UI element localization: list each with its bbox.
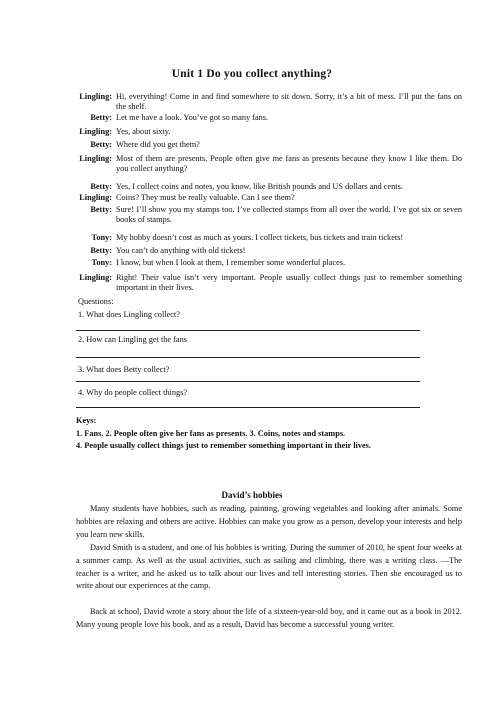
speaker-name: Betty: <box>90 246 112 255</box>
dialogue-line <box>70 193 462 203</box>
dialogue-text: Most of them are presents. People often give me fans as presents because they know I like them. Do you collect anything? <box>116 154 462 173</box>
dialogue-line <box>70 246 462 256</box>
answer-line <box>76 330 420 331</box>
keys-label: Keys: <box>76 416 97 425</box>
speaker-name: Lingling: <box>79 193 112 202</box>
dialogue-text: Yes, I collect coins and notes, you know, like British pounds and US dollars and cents. <box>116 182 403 191</box>
passage-paragraph: Back at school, David wrote a story about the life of a sixteen-year-old boy, and it came out as a book in 2012. Many young people love his book, and as a result, David has become a successful young writer. <box>76 607 462 629</box>
speaker-name: Betty: <box>90 205 112 214</box>
questions-label: Questions: <box>78 297 114 306</box>
speaker-name: Lingling: <box>79 273 112 282</box>
dialogue-line <box>70 182 462 192</box>
dialogue-text: Let me have a look. You’ve got so many fans. <box>116 113 269 122</box>
dialogue-line <box>70 113 462 123</box>
answer-line <box>76 381 420 382</box>
question-item: 2. How can Lingling get the fans <box>78 335 187 344</box>
keys-line-1: 1. Fans. 2. People often give her fans as presents. 3. Coins, notes and stamps. <box>76 429 346 438</box>
dialogue-text: My hobby doesn’t cost as much as yours. I collect tickets, bus tickets and train tickets! <box>116 233 404 242</box>
speaker-name: Betty: <box>90 140 112 149</box>
dialogue-line <box>70 233 462 243</box>
speaker-name: Betty: <box>90 113 112 122</box>
speaker-name: Betty: <box>90 182 112 191</box>
dialogue-text: Right! Their value isn’t very important. People usually collect things just to remember something important in their lives. <box>116 273 462 292</box>
unit-title: Unit 1 Do you collect anything? <box>171 68 333 80</box>
dialogue-text: Yes, about sixty. <box>116 127 171 136</box>
question-item: 1. What does Lingling collect? <box>78 310 180 319</box>
dialogue-line <box>70 205 462 225</box>
passage-paragraph: David Smith is a student, and one of his hobbies is writing. During the summer of 2010, he spent four weeks at a summer camp. As well as the usual activities, such as sailing and climbing, there was a writing class. —The teacher is a writer, and he asked us to talk about our lives and tell interesting stories. Then she encouraged us to write about our experiences at the camp. <box>76 543 462 591</box>
dialogue-line <box>70 127 462 137</box>
dialogue-line <box>70 258 462 268</box>
dialogue-text: You can’t do anything with old tickets! <box>116 246 246 255</box>
keys-line-2: 4. People usually collect things just to remember something important in their lives. <box>76 441 371 450</box>
dialogue-line <box>70 273 462 293</box>
passage-paragraph: Many students have hobbies, such as reading, painting, growing vegetables and looking after animals. Some hobbies are relaxing and others are active. Hobbies can make you grow as a person, develop your interests and help you learn new skills. <box>76 504 462 539</box>
speaker-name: Lingling: <box>79 154 112 163</box>
speaker-name: Lingling: <box>79 127 112 136</box>
answer-line <box>76 357 420 358</box>
question-item: 4. Why do people collect things? <box>78 388 188 397</box>
dialogue-text: Where did you get them? <box>116 140 200 149</box>
dialogue-line <box>70 92 462 112</box>
dialogue-text: Coins? They must be really valuable. Can I see them? <box>116 193 295 202</box>
speaker-name: Lingling: <box>79 92 112 101</box>
dialogue-line <box>70 154 462 174</box>
dialogue-line <box>70 140 462 150</box>
speaker-name: Tony: <box>91 258 112 267</box>
dialogue-text: I know, but when I look at them, I remember some wonderful places. <box>116 258 346 267</box>
dialogue-text: Sure! I’ll show you my stamps too. I’ve collected stamps from all over the world. I’ve got six or seven books of stamps. <box>116 205 462 224</box>
dialogue-text: Hi, everything! Come in and find somewhere to sit down. Sorry, it’s a bit of mess. I’ll put the fans on the shelf. <box>116 92 462 111</box>
question-item: 3. What does Betty collect? <box>78 365 170 374</box>
passage-title: David’s hobbies <box>221 490 283 500</box>
speaker-name: Tony: <box>91 233 112 242</box>
answer-line <box>76 407 420 408</box>
